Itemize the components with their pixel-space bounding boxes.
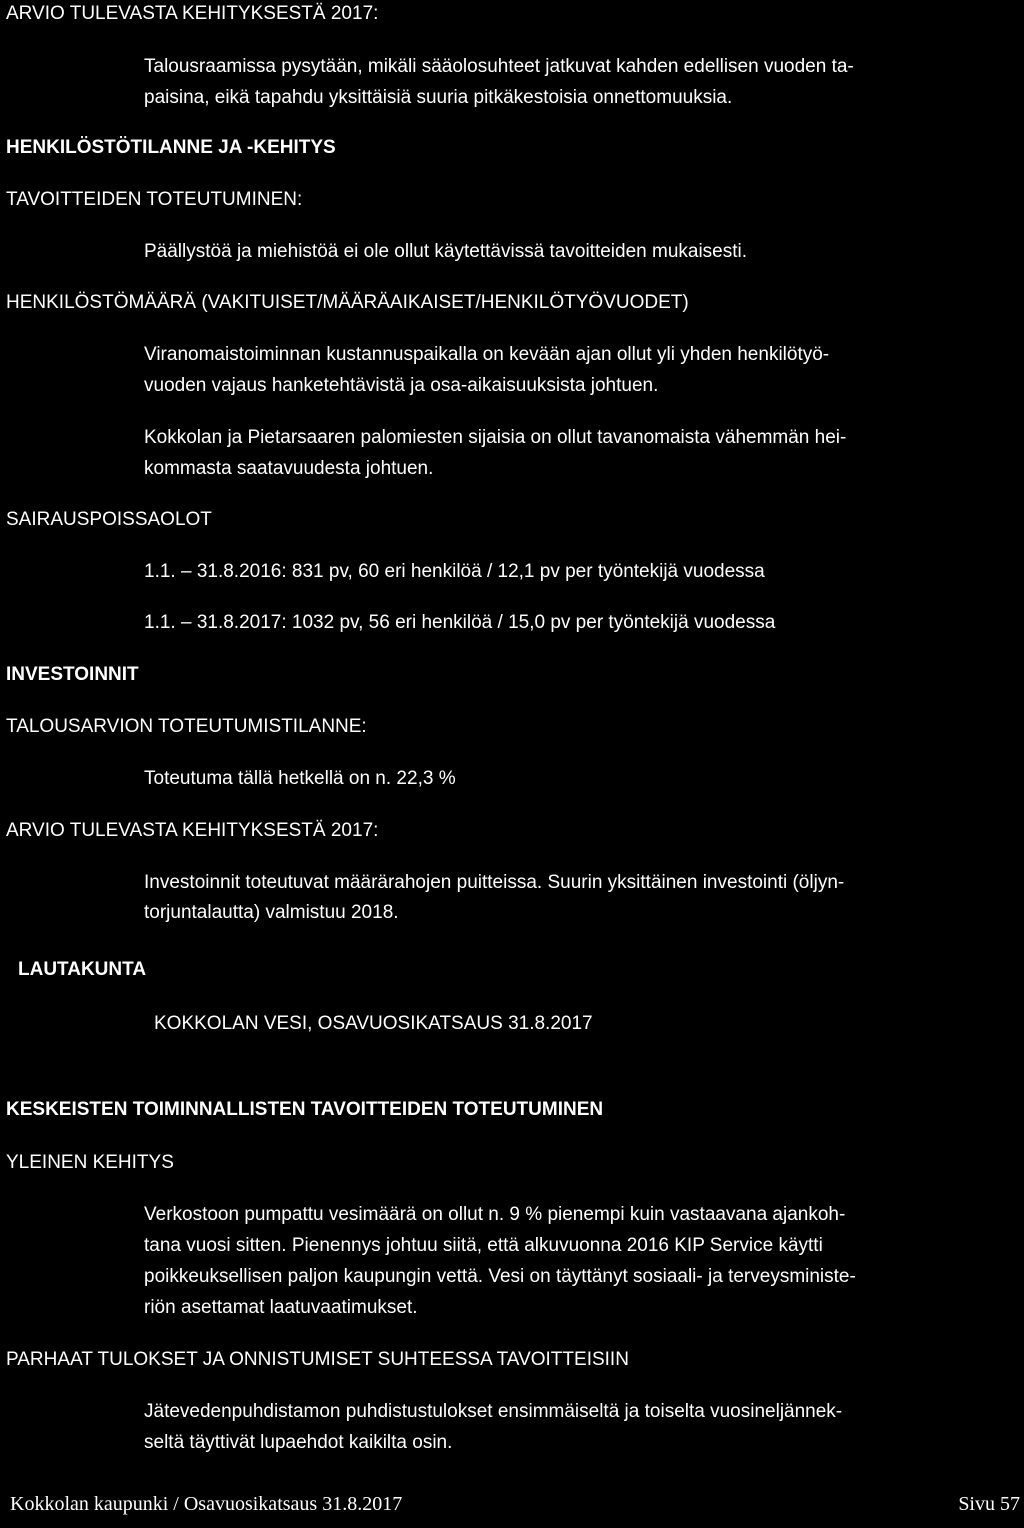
paragraph-line: Toteutuma tällä hetkellä on n. 22,3 % <box>144 768 456 789</box>
paragraph-line: paisina, eikä tapahdu yksittäisiä suuria pitkäkestoisia onnettomuuksia. <box>144 87 733 108</box>
heading-lautakunta: LAUTAKUNTA <box>18 959 147 980</box>
heading-keskeisten-tavoitteiden: KESKEISTEN TOIMINNALLISTEN TAVOITTEIDEN TOTEUTUMINEN <box>6 1099 604 1120</box>
paragraph-line: Verkostoon pumpattu vesimäärä on ollut n. 9 % pienempi kuin vastaavana ajankoh- <box>144 1204 846 1225</box>
footer-title: Kokkolan kaupunki / Osavuosikatsaus 31.8.2017 <box>10 1493 403 1515</box>
paragraph-line: tana vuosi sitten. Pienennys johtuu siitä, että alkuvuonna 2016 KIP Service käytti <box>144 1235 823 1256</box>
paragraph-line: torjuntalautta) valmistuu 2018. <box>144 902 399 923</box>
sick-leave-2016: 1.1. – 31.8.2016: 831 pv, 60 eri henkilöä / 12,1 pv per työntekijä vuodessa <box>144 561 765 582</box>
page-number: Sivu 57 <box>958 1493 1020 1515</box>
paragraph-line: seltä täyttivät lupaehdot kaikilta osin. <box>144 1432 453 1453</box>
heading-tavoitteiden-toteutuminen: TAVOITTEIDEN TOTEUTUMINEN: <box>6 189 303 210</box>
paragraph-line: poikkeuksellisen paljon kaupungin vettä. Vesi on täyttänyt sosiaali- ja terveysministe- <box>144 1266 856 1287</box>
sick-leave-2017: 1.1. – 31.8.2017: 1032 pv, 56 eri henkilöä / 15,0 pv per työntekijä vuodessa <box>144 612 776 633</box>
heading-henkilostomaara: HENKILÖSTÖMÄÄRÄ (VAKITUISET/MÄÄRÄAIKAISET/HENKILÖTYÖVUODET) <box>6 292 689 313</box>
paragraph-line: Investoinnit toteutuvat määrärahojen puitteissa. Suurin yksittäinen investointi (öljyn- <box>144 872 845 893</box>
paragraph-line: Talousraamissa pysytään, mikäli sääolosuhteet jatkuvat kahden edellisen vuoden ta- <box>144 56 854 77</box>
paragraph-line: vuoden vajaus hanketehtävistä ja osa-aikaisuuksista johtuen. <box>144 375 659 396</box>
heading-kokkolan-vesi: KOKKOLAN VESI, OSAVUOSIKATSAUS 31.8.2017 <box>154 1013 593 1034</box>
heading-talousarvion-toteutumistilanne: TALOUSARVION TOTEUTUMISTILANNE: <box>6 716 367 737</box>
heading-arvio-tulevasta: ARVIO TULEVASTA KEHITYKSESTÄ 2017: <box>6 3 379 24</box>
heading-investoinnit: INVESTOINNIT <box>6 664 139 685</box>
paragraph-line: Kokkolan ja Pietarsaaren palomiesten sijaisia on ollut tavanomaista vähemmän hei- <box>144 427 847 448</box>
heading-yleinen-kehitys: YLEINEN KEHITYS <box>6 1152 174 1173</box>
heading-arvio-tulevasta: ARVIO TULEVASTA KEHITYKSESTÄ 2017: <box>6 820 379 841</box>
heading-parhaat-tulokset: PARHAAT TULOKSET JA ONNISTUMISET SUHTEESSA TAVOITTEISIIN <box>6 1349 629 1370</box>
paragraph-line: Viranomaistoiminnan kustannuspaikalla on kevään ajan ollut yli yhden henkilötyö- <box>144 344 830 365</box>
paragraph-line: kommasta saatavuudesta johtuen. <box>144 458 434 479</box>
paragraph-line: riön asettamat laatuvaatimukset. <box>144 1297 418 1318</box>
heading-henkilostotilanne: HENKILÖSTÖTILANNE JA -KEHITYS <box>6 137 336 158</box>
paragraph-line: Jätevedenpuhdistamon puhdistustulokset ensimmäiseltä ja toiselta vuosineljännek- <box>144 1401 843 1422</box>
heading-sairauspoissaolot: SAIRAUSPOISSAOLOT <box>6 509 212 530</box>
paragraph-line: Päällystöä ja miehistöä ei ole ollut käytettävissä tavoitteiden mukaisesti. <box>144 241 748 262</box>
